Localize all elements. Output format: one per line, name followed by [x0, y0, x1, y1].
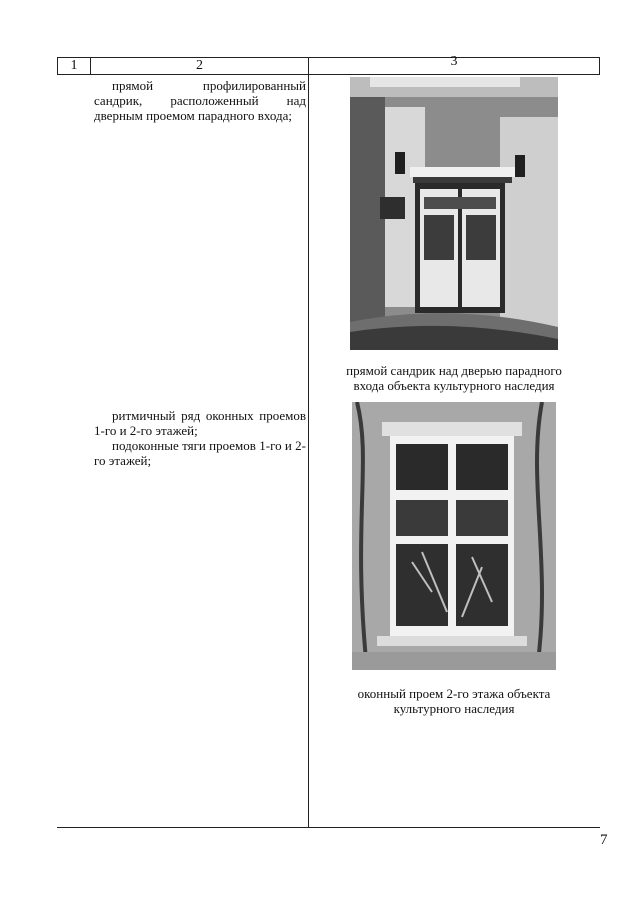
page-number: 7 [600, 832, 608, 848]
window-photo [352, 402, 556, 670]
row2-photo-caption [309, 686, 599, 716]
row1-description-paragraph: прямой профилированный сандрик, расположенный над дверным проемом парадного входа; [94, 78, 306, 123]
header-bottom-border [57, 74, 600, 75]
row1-photo-caption [309, 363, 599, 393]
header-col-3: 3 [450, 54, 458, 69]
table-right-border [599, 57, 600, 75]
header-col-2: 2 [196, 58, 203, 73]
row1-caption-line-2: входа объекта культурного наследия [353, 378, 555, 393]
entrance-door-illustration [350, 77, 558, 350]
row2-caption-line-2: культурного наследия [393, 701, 515, 716]
row2-description [94, 408, 306, 468]
window-illustration [352, 402, 556, 670]
row2-description-paragraph-2: подоконные тяги проемов 1-го и 2-го этажей; [94, 438, 306, 468]
entrance-door-photo [350, 77, 558, 350]
row1-description [94, 78, 306, 123]
header-col-1: 1 [70, 58, 78, 73]
page-bottom-rule [57, 827, 600, 828]
row2-description-paragraph-1: ритмичный ряд оконных проемов 1-го и 2-го этажей; [94, 408, 306, 438]
row1-caption-line-1: прямой сандрик над дверью парадного [346, 363, 562, 378]
row2-caption-line-1: оконный проем 2-го этажа объекта [357, 686, 551, 701]
